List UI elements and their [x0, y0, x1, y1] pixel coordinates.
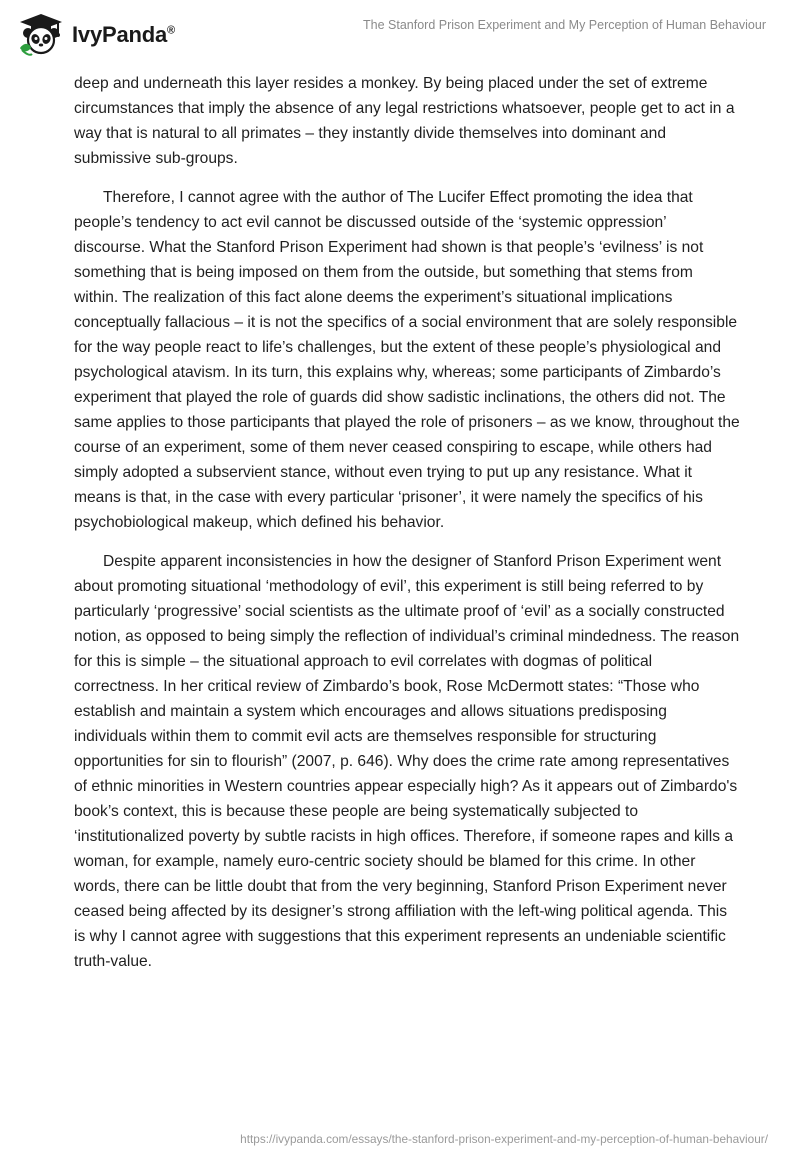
paragraph: Therefore, I cannot agree with the author of The Lucifer Effect promoting the idea that people’s tendency to act evil cannot be discussed outside of the ‘systemic oppression’ discourse. What the Stanford Prison Experiment had shown is that people’s ‘evilness’ is not something that is being imposed on them from the outside, but something that stems from within. The realization of this fact alone deems the experiment’s situational implications conceptually fallacious – it is not the specifics of a social environment that are solely responsible for the way people react to life’s challenges, but the extent of these people’s physiological and psychological atavism. In its turn, this explains why, whereas; some participants of Zimbardo’s experiment that played the role of guards did show sadistic inclinations, the others did not. The same applies to those participants that played the role of prisoners – as we know, throughout the course of an experiment, some of them never ceased conspiring to escape, while others had simply adopted a subservient stance, without even trying to put up any resistance. What it means is that, in the case with every particular ‘prisoner’, it were namely the specifics of his psychobiological makeup, which defined his behavior.: [74, 189, 740, 531]
page-header: [0, 0, 800, 70]
paragraph-continued: deep and underneath this layer resides a monkey. By being placed under the set of extreme circumstances that imply the absence of any legal restrictions whatsoever, people get to act in a way that is natural to all primates – they instantly divide themselves into dominant and submissive sub-groups.: [74, 75, 735, 167]
document-title: The Stanford Prison Experiment and My Perception of Human Behaviour: [363, 18, 766, 32]
brand-name-text: IvyPanda: [72, 22, 168, 47]
panda-graduate-icon: [18, 12, 64, 58]
brand-name: [72, 24, 175, 46]
essay-body: [74, 71, 740, 988]
ivypanda-logo[interactable]: [18, 12, 175, 58]
registered-mark: ®: [167, 24, 175, 37]
source-url[interactable]: https://ivypanda.com/essays/the-stanford-prison-experiment-and-my-perception-of-human-behaviour/: [240, 1132, 768, 1146]
paragraph: Despite apparent inconsistencies in how the designer of Stanford Prison Experiment went about promoting situational ‘methodology of evil’, this experiment is still being referred to by particularly ‘progressive’ social scientists as the ultimate proof of ‘evil’ as a socially constructed notion, as opposed to being simply the reflection of individual’s criminal mindedness. The reason for this is simple – the situational approach to evil correlates with dogmas of political correctness. In her critical review of Zimbardo’s book, Rose McDermott states: “Those who establish and maintain a system which encourages and allows situations predisposing individuals within them to commit evil acts are themselves responsible for structuring opportunities for sin to flourish” (2007, p. 646). Why does the crime rate among representatives of ethnic minorities in Western countries appear especially high? As it appears out of Zimbardo's book’s context, this is because these people are being systematically subjected to ‘institutionalized poverty by subtle racists in high offices. Therefore, if someone rapes and kills a woman, for example, namely euro-centric society should be blamed for this crime. In other words, there can be little doubt that from the very beginning, Stanford Prison Experiment never ceased being affected by its designer’s strong affiliation with the left-wing political agenda. This is why I cannot agree with suggestions that this experiment represents an undeniable scientific truth-value.: [74, 553, 740, 970]
